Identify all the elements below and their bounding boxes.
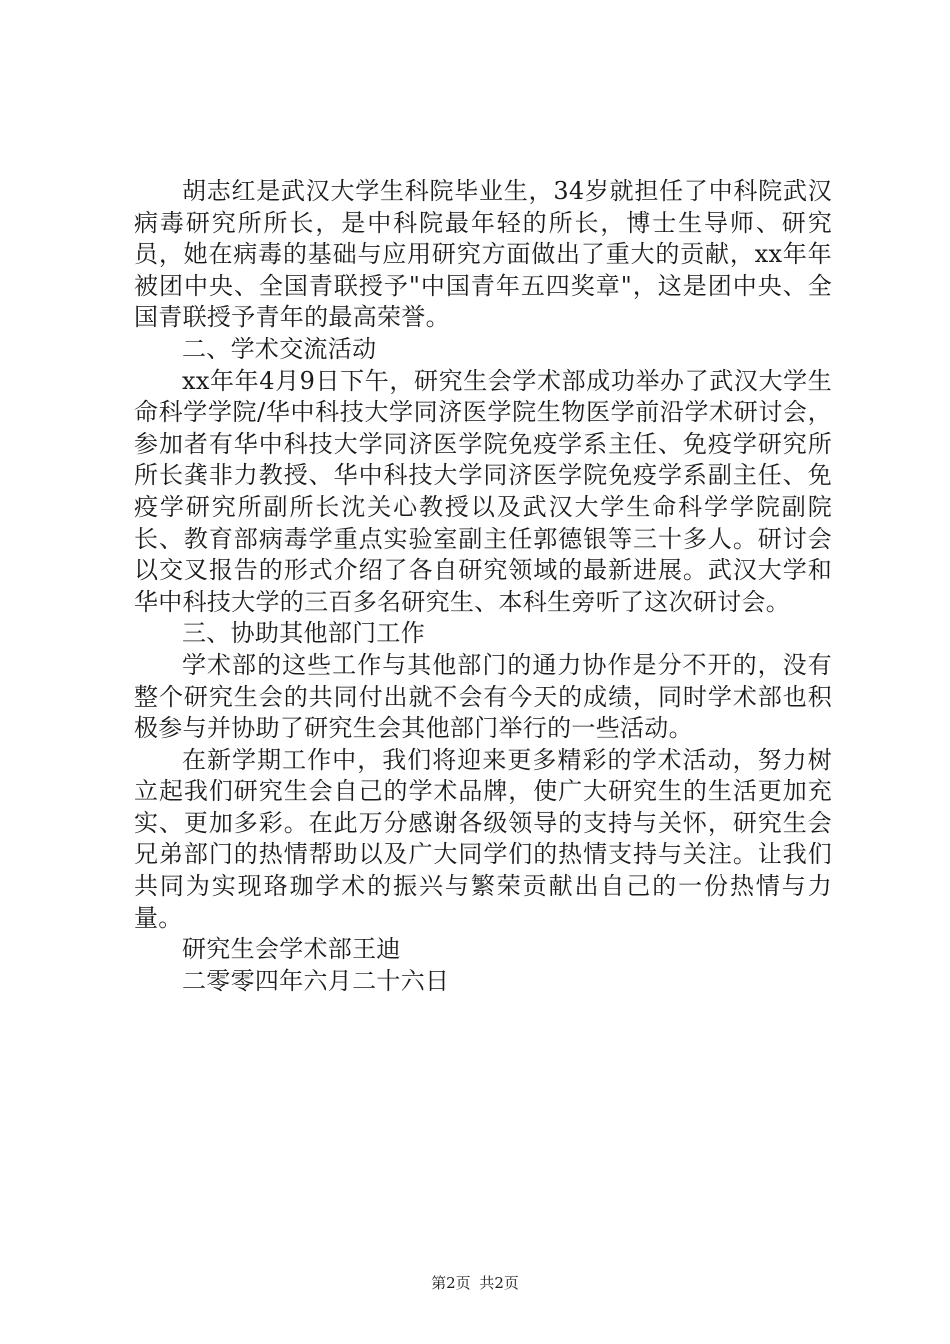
paragraph-new-semester: 在新学期工作中，我们将迎来更多精彩的学术活动，努力树立起我们研究生会自己的学术品牌，使广大研究生的生活更加充实、更加多彩。在此万分感谢各级领导的支持与关怀，研究生会兄弟部门的热情帮助以及广大同学们的热情支持与关注。让我们共同为实现珞珈学术的振兴与繁荣贡献出自己的一份热情与力量。	[134, 745, 832, 932]
page-number: 第2页 共2页	[431, 1274, 519, 1292]
signature-author: 研究生会学术部王迪	[182, 935, 401, 964]
section-heading-assist-departments: 三、协助其他部门工作	[182, 619, 425, 648]
signature-date: 二零零四年六月二十六日	[182, 966, 450, 995]
paragraph-symposium: xx年年4月9日下午，研究生会学术部成功举办了武汉大学生命科学学院/华中科技大学同济医学院生物医学前沿学术研讨会，参加者有华中科技大学同济医学院免疫学系主任、免疫学研究所所长龚非力教授、华中科技大学同济医学院免疫学系副主任、免疫学研究所副所长沈关心教授以及武汉大学生命科学学院副院长、教育部病毒学重点实验室副主任郭德银等三十多人。研讨会以交叉报告的形式介绍了各自研究领域的最新进展。武汉大学和华中科技大学的三百多名研究生、本科生旁听了这次研讨会。	[134, 366, 832, 616]
paragraph-cooperation: 学术部的这些工作与其他部门的通力协作是分不开的，没有整个研究生会的共同付出就不会有今天的成绩，同时学术部也积极参与并协助了研究生会其他部门举行的一些活动。	[134, 650, 832, 743]
paragraph-hu-zhihong: 胡志红是武汉大学生科院毕业生，34岁就担任了中科院武汉病毒研究所所长，是中科院最年轻的所长，博士生导师、研究员，她在病毒的基础与应用研究方面做出了重大的贡献，xx年年被团中央、全国青联授予"中国青年五四奖章"，这是团中央、全国青联授予青年的最高荣誉。	[134, 177, 832, 332]
section-heading-academic-exchange: 二、学术交流活动	[182, 334, 377, 363]
page-footer	[0, 1272, 950, 1293]
document-body	[134, 176, 832, 997]
